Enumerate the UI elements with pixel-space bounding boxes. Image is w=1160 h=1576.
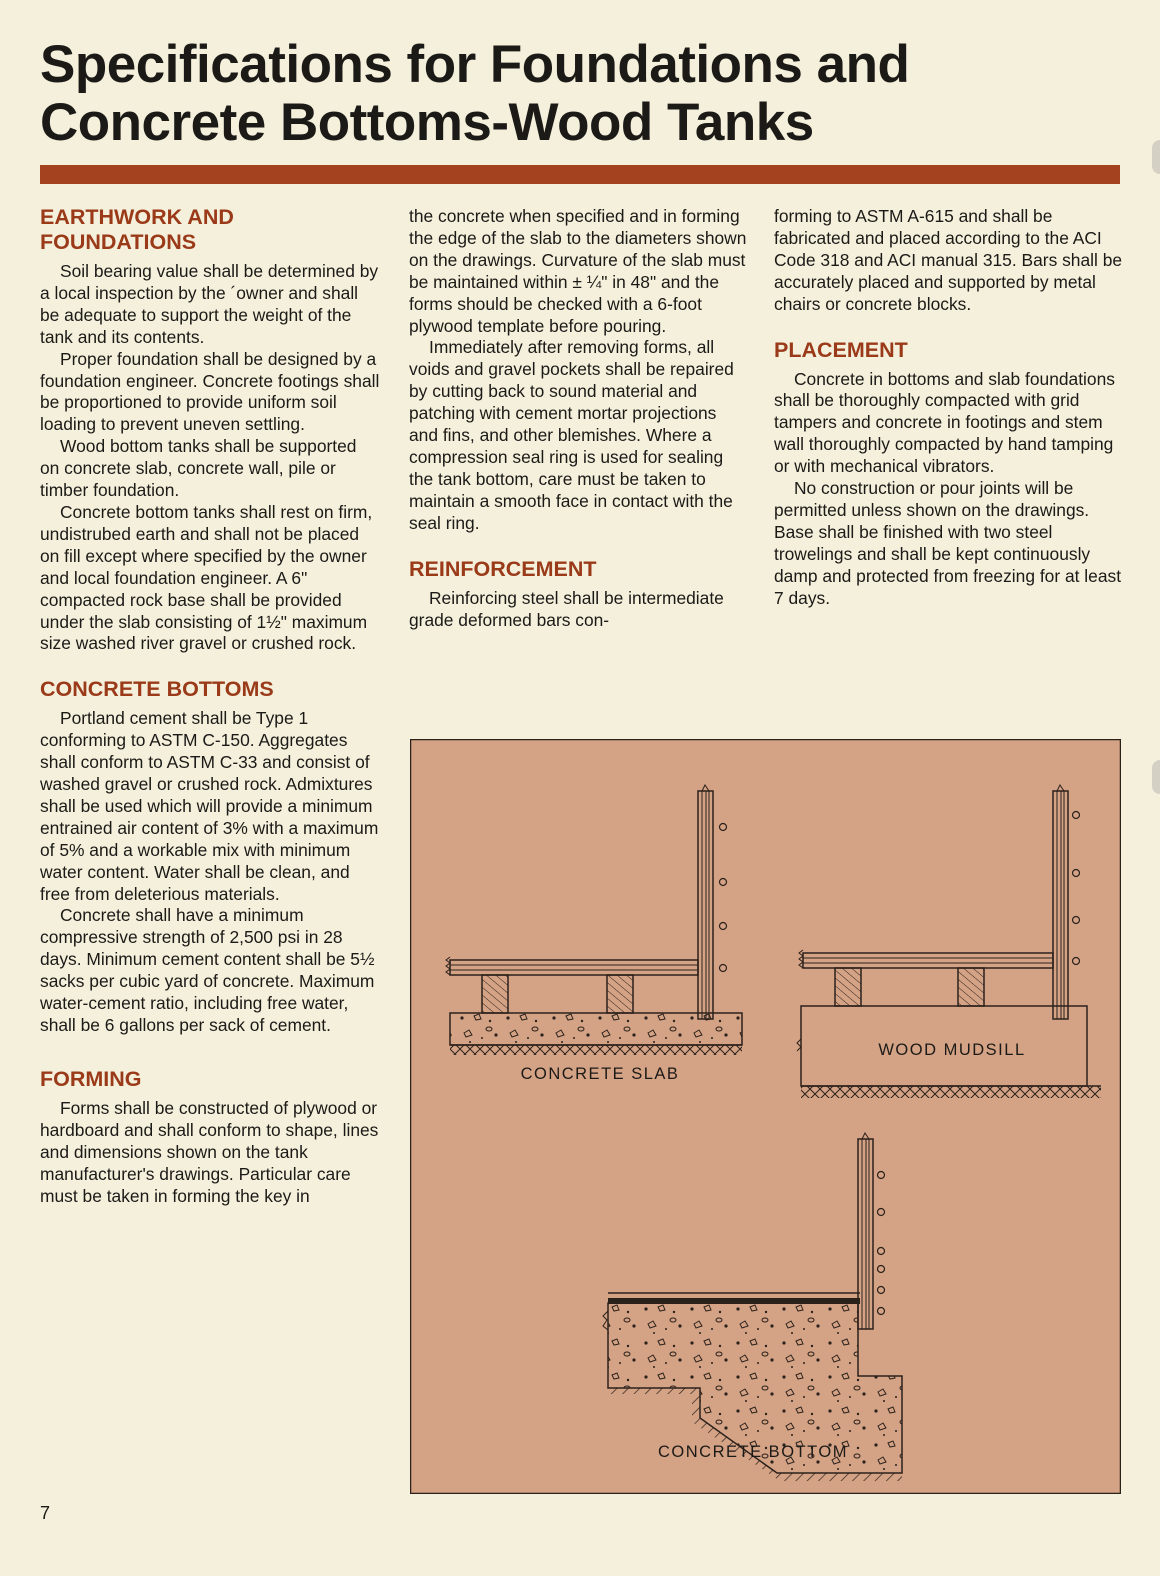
column-right: [774, 206, 1124, 610]
earthwork-paragraph-2: Proper foundation shall be designed by a foundation engineer. Concrete footings shall be proportioned to provide uniform soil loading to prevent uneven settling.: [40, 348, 380, 435]
earthwork-heading-line-2: FOUNDATIONS: [40, 230, 197, 254]
forming-paragraph-1-continued: the concrete when specified and in forming the edge of the slab to the diameters shown on the drawings. Curvature of the slab must be maintained within ± ¼" in 48" and the forms should be checked with a 6-foot plywood template before pouring.: [409, 206, 747, 336]
earthwork-heading-line-1: EARTHWORK AND: [40, 205, 234, 229]
placement-paragraph-1: Concrete in bottoms and slab foundations shall be thoroughly compacted with grid tampers and concrete in footings and stem wall thoroughly compacted by hand tamping or with mechanical vibrators.: [774, 368, 1115, 477]
concrete-bottom-label: CONCRETE BOTTOM: [658, 1443, 848, 1461]
foundation-diagrams: [410, 739, 1121, 1494]
forming-paragraph-1: Forms shall be constructed of plywood or hardboard and shall conform to shape, lines and dimensions shown on the tank manufacturer's drawings. Particular care must be taken in forming the key in: [40, 1097, 379, 1206]
earthwork-paragraph-4: Concrete bottom tanks shall rest on firm, undistrubed earth and shall not be placed on fill except where specified by the owner and local foundation engineer. A 6" compacted rock base shall be provided under the slab consisting of 1½" maximum size washed river gravel or crushed rock.: [40, 501, 373, 654]
wood-mudsill-label: WOOD MUDSILL: [878, 1041, 1026, 1059]
placement-heading: PLACEMENT: [774, 337, 908, 362]
page-title-line-2: Concrete Bottoms-Wood Tanks: [40, 93, 814, 152]
column-middle: [409, 206, 747, 631]
title-rule: [40, 165, 1120, 184]
binder-hole-top: [1152, 140, 1160, 174]
column-left: [40, 205, 380, 1207]
concrete-slab-label: CONCRETE SLAB: [520, 1065, 680, 1083]
earthwork-paragraph-3: Wood bottom tanks shall be supported on concrete slab, concrete wall, pile or timber foundation.: [40, 436, 357, 501]
reinforcement-heading: REINFORCEMENT: [409, 556, 597, 581]
concrete-bottoms-paragraph-1: Portland cement shall be Type 1 conforming to ASTM C-150. Aggregates shall conform to ASTM C-33 and consist of washed gravel or crushed rock. Admixtures shall be used which will provide a minimum entrained air content of 3% with a maximum of 5% and a workable mix with minimum water content. Water shall be clean, and free from deleterious materials.: [40, 708, 379, 904]
placement-paragraph-2: No construction or pour joints will be permitted unless shown on the drawings. Base shall be finished with two steel trowelings and shall be kept continuously damp and protected from freezing for at least 7 days.: [774, 478, 1122, 608]
earthwork-heading: [40, 205, 380, 255]
binder-hole-middle: [1152, 760, 1160, 794]
forming-paragraph-2: Immediately after removing forms, all voids and gravel pockets shall be repaired by cutting back to sound material and patching with cement mortar projections and fins, and other blemishes. Where a compression seal ring is used for sealing the tank bottom, care must be taken to maintain a smooth face in contact with the seal ring.: [409, 337, 734, 533]
concrete-bottoms-paragraph-2: Concrete shall have a minimum compressive strength of 2,500 psi in 28 days. Minimum cement content shall be 5½ sacks per cubic yard of concrete. Maximum water-cement ratio, including free water, shall be 6 gallons per sack of cement.: [40, 905, 375, 1035]
page-title-line-1: Specifications for Foundations and: [40, 35, 910, 94]
forming-heading: FORMING: [40, 1066, 142, 1091]
reinforcement-paragraph-1: Reinforcing steel shall be intermediate grade deformed bars con-: [409, 587, 724, 630]
page-number: 7: [40, 1503, 51, 1523]
earthwork-paragraph-1: Soil bearing value shall be determined by a local inspection by the ´owner and shall be adequate to support the weight of the tank and its contents.: [40, 261, 379, 347]
page-title: [40, 36, 1100, 152]
concrete-bottoms-heading: CONCRETE BOTTOMS: [40, 677, 274, 702]
reinforcement-paragraph-1-continued: forming to ASTM A-615 and shall be fabricated and placed according to the ACI Code 318 and ACI manual 315. Bars shall be accurately placed and supported by metal chairs or concrete blocks.: [774, 206, 1123, 314]
